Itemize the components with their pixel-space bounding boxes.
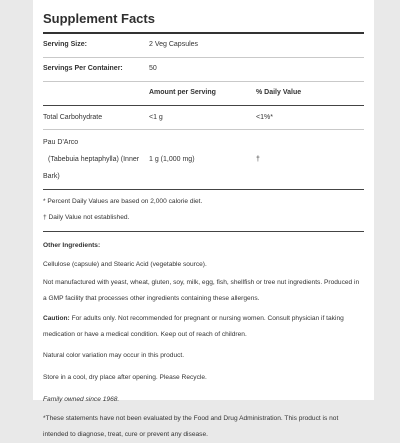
- footnote: † Daily Value not established.: [43, 214, 130, 221]
- allergen-note: Not manufactured with yeast, wheat, gluten, soy, milk, egg, fish, shellfish or tree nut ingredients. Produced in a GMP facility that processes other ingredients containing these allergens.: [43, 279, 360, 302]
- divider: [43, 105, 364, 106]
- fda-disclaimer: *These statements have not been evaluated by the Food and Drug Administration. This product is not intended to diagnose, treat, cure or prevent any disease.: [43, 415, 339, 438]
- table-row: [43, 134, 364, 185]
- color-variation-note: Natural color variation may occur in this product.: [43, 352, 185, 359]
- nutrient-daily-value: †: [256, 156, 260, 163]
- other-ingredients-text: Cellulose (capsule) and Stearic Acid (vegetable source).: [43, 261, 207, 268]
- table-row: [43, 113, 364, 123]
- serving-size-value: 2 Veg Capsules: [149, 41, 199, 48]
- caution-label: Caution:: [43, 315, 70, 322]
- supplement-facts-title: Supplement Facts: [43, 11, 155, 26]
- caution-note: [43, 311, 364, 343]
- nutrient-name: [43, 134, 149, 185]
- supplement-facts-panel: [33, 0, 374, 438]
- amount-column-header: Amount per Serving: [149, 89, 216, 96]
- title-divider: [43, 32, 364, 34]
- divider: [43, 57, 364, 58]
- other-ingredients-heading: Other Ingredients:: [43, 242, 101, 249]
- divider: [43, 231, 364, 232]
- servings-per-container-label: Servings Per Container:: [43, 65, 123, 72]
- nutrient-name-line: Pau D'Arco: [43, 139, 79, 146]
- nutrient-amount: 1 g (1,000 mg): [149, 156, 195, 163]
- nutrient-name-line: (Tabebuia heptaphylla) (Inner: [48, 156, 140, 163]
- nutrient-name-line: Bark): [43, 173, 60, 180]
- nutrient-name: Total Carbohydrate: [43, 114, 103, 121]
- divider: [43, 129, 364, 130]
- divider: [43, 81, 364, 82]
- nutrient-amount: <1 g: [149, 114, 163, 121]
- caution-text: For adults only. Not recommended for pregnant or nursing women. Consult physician if taking medication or have a medical condition. Keep out of reach of children.: [43, 315, 344, 338]
- divider: [43, 189, 364, 190]
- daily-value-column-header: % Daily Value: [256, 89, 302, 96]
- footnote: * Percent Daily Values are based on 2,000 calorie diet.: [43, 198, 203, 205]
- storage-note: Store in a cool, dry place after opening. Please Recycle.: [43, 374, 207, 381]
- nutrient-daily-value: <1%*: [256, 114, 273, 121]
- serving-size-row: [43, 40, 364, 50]
- column-header-row: [43, 88, 364, 98]
- servings-per-container-value: 50: [149, 65, 157, 72]
- family-owned-note: Family owned since 1968.: [43, 396, 120, 403]
- serving-size-label: Serving Size:: [43, 41, 87, 48]
- servings-per-container-row: [43, 64, 364, 74]
